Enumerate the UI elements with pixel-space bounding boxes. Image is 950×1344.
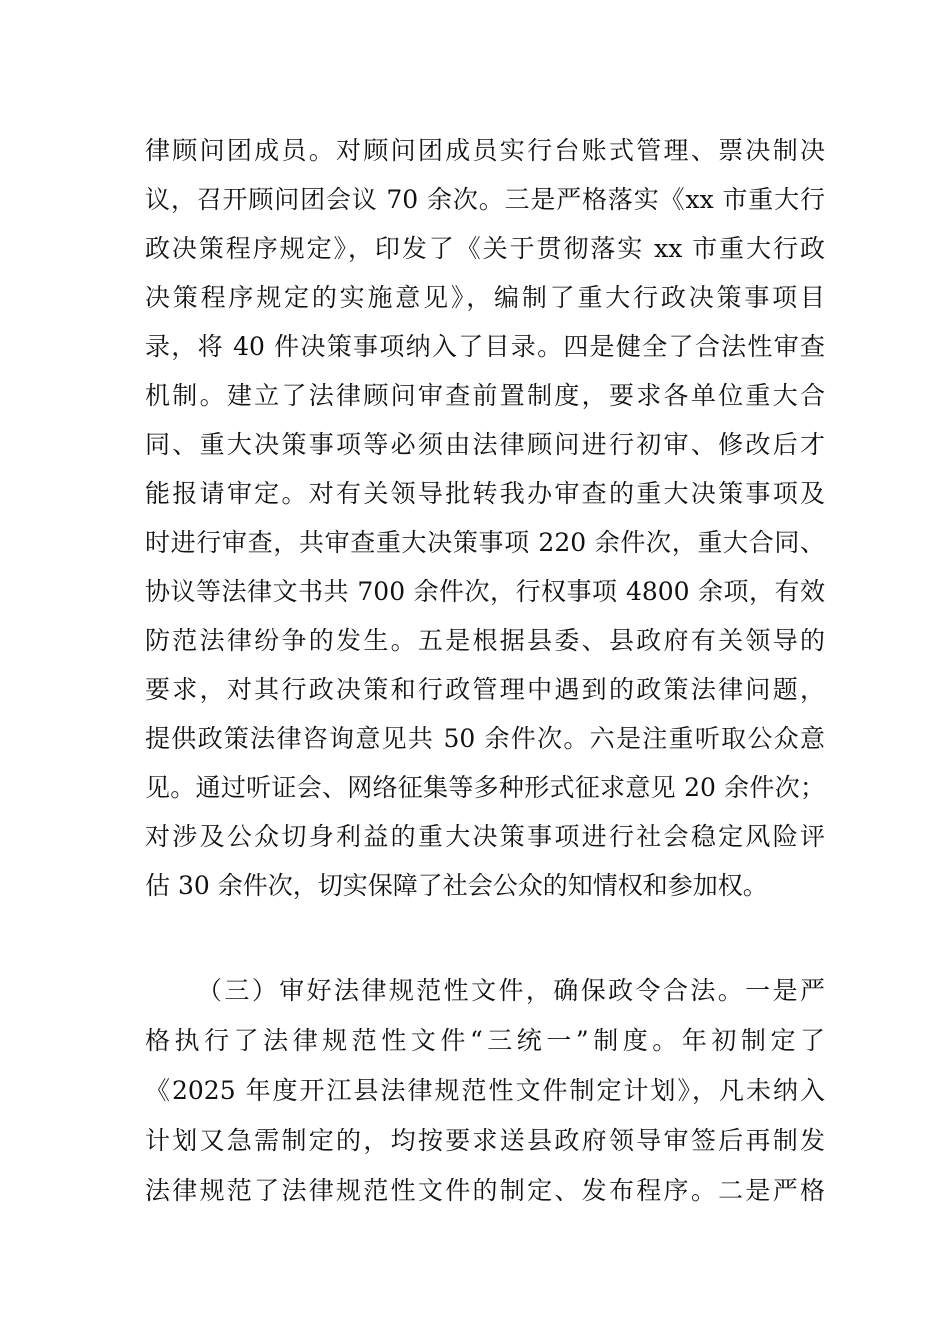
paragraph-1-line: 机制。建立了法律顾问审查前置制度，要求各单位重大合 — [145, 381, 825, 410]
paragraph-1-line: 同、重大决策事项等必须由法律顾问进行初审、修改后才 — [145, 430, 825, 459]
paragraph-2-line: 计划又急需制定的，均按要求送县政府领导审签后再制发 — [145, 1126, 825, 1155]
paragraph-2-line: 格执行了法律规范性文件“三统一”制度。年初制定了 — [145, 1026, 825, 1055]
paragraph-1-line: 政决策程序规定》，印发了《关于贯彻落实 xx 市重大行政 — [145, 234, 825, 263]
paragraph-1-line: 防范法律纷争的发生。五是根据县委、县政府有关领导的 — [145, 626, 825, 655]
paragraph-1-line: 对涉及公众切身利益的重大决策事项进行社会稳定风险评 — [145, 822, 825, 851]
paragraph-1-line: 见。通过听证会、网络征集等多种形式征求意见 20 余件次； — [145, 773, 825, 802]
paragraph-1-line: 提供政策法律咨询意见共 50 余件次。六是注重听取公众意 — [145, 724, 825, 753]
paragraph-2-first-line: （三）审好法律规范性文件，确保政令合法。一是严 — [197, 976, 825, 1005]
paragraph-1-line: 决策程序规定的实施意见》，编制了重大行政决策事项目 — [145, 283, 825, 312]
paragraph-1-line: 估 30 余件次，切实保障了社会公众的知情权和参加权。 — [145, 871, 768, 900]
paragraph-1-line: 律顾问团成员。对顾问团成员实行台账式管理、票决制决 — [145, 136, 825, 165]
paragraph-2-line: 法律规范了法律规范性文件的制定、发布程序。二是严格 — [145, 1176, 825, 1205]
paragraph-1-line: 协议等法律文书共 700 余件次，行权事项 4800 余项，有效 — [145, 577, 825, 606]
paragraph-1-line: 要求，对其行政决策和行政管理中遇到的政策法律问题， — [145, 675, 825, 704]
paragraph-1-line: 能报请审定。对有关领导批转我办审查的重大决策事项及 — [145, 479, 825, 508]
paragraph-1-line: 议，召开顾问团会议 70 余次。三是严格落实《xx 市重大行 — [145, 185, 825, 214]
paragraph-2-line: 《2025 年度开江县法律规范性文件制定计划》，凡未纳入 — [145, 1076, 825, 1105]
paragraph-1-line: 录，将 40 件决策事项纳入了目录。四是健全了合法性审查 — [145, 332, 825, 361]
paragraph-1-line: 时进行审查，共审查重大决策事项 220 余件次，重大合同、 — [145, 528, 825, 557]
